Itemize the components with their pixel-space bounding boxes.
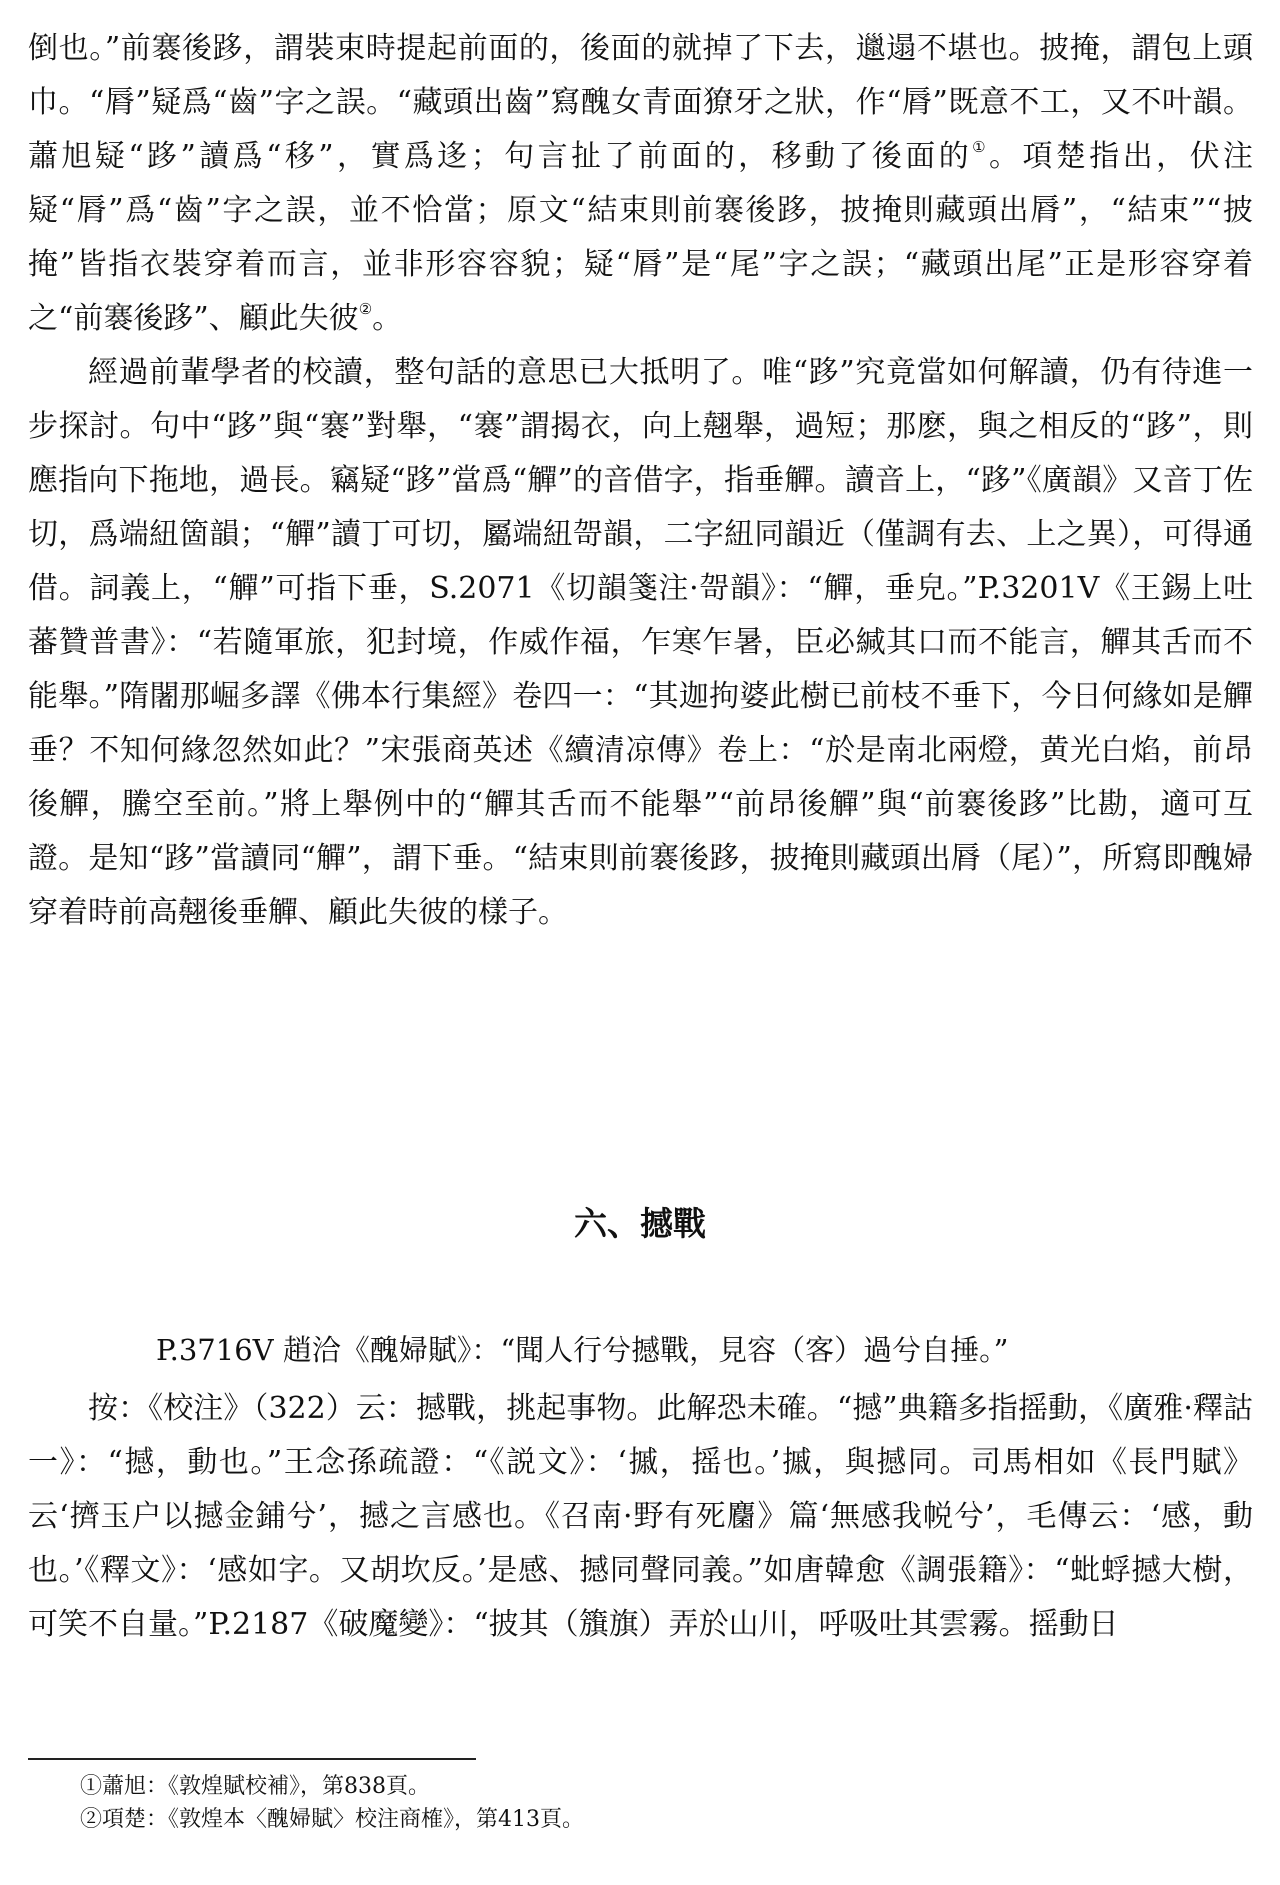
section-title: 六、撼戰 [574,1204,706,1243]
paragraph-1-text-b: 。項楚指出，伏注疑“脣”爲“齒”字之誤，並不恰當；原文“結束則前褰後跢，披掩則藏頭出脣”，“結束”“披掩”皆指衣裝穿着而言，並非形容容貌；疑“脣”是“尾”字之誤；“藏頭出尾”正是形容穿着之“前褰後跢”、顧此失彼 [28,139,1253,336]
footnote-2: ②項楚：《敦煌本〈醜婦賦〉校注商榷》，第413頁。 [80,1807,584,1832]
paragraph-2-text: 經過前輩學者的校讀，整句話的意思已大抵明了。唯“跢”究竟當如何解讀，仍有待進一步探討。句中“跢”與“褰”對舉，“褰”謂揭衣，向上翹舉，過短；那麽，與之相反的“跢”，則應指向下拖地，過長。竊疑“跢”當爲“觶”的音借字，指垂觶。讀音上，“跢”《廣韻》又音丁佐切，爲端紐箇韻；“觶”讀丁可切，屬端紐哿韻，二字紐同韻近（僅調有去、上之異），可得通借。詞義上，“觶”可指下垂，S.2071《切韻箋注·哿韻》：“觶，垂皃。”P.3201V《王錫上吐蕃贊普書》：“若隨軍旅，犯封境，作威作福，乍寒乍暑，臣必緘其口而不能言，觶其舌而不能舉。”隋闍那崛多譯《佛本行集經》卷四一：“其迦拘婆此樹已前枝不垂下，今日何緣如是觶垂？不知何緣忽然如此？”宋張商英述《續清凉傳》卷上：“於是南北兩燈，黄光白焰，前昂後觶，騰空至前。”將上舉例中的“觶其舌而不能舉”“前昂後觶”與“前褰後跢”比勘，適可互證。是知“跢”當讀同“觶”，謂下垂。“結束則前褰後跢，披掩則藏頭出脣（尾）”，所寫即醜婦穿着時前高翹後垂觶、顧此失彼的樣子。 [28,355,1253,930]
paragraph-1-text-a: 倒也。”前褰後跢，謂裝束時提起前面的，後面的就掉了下去，邋遢不堪也。披掩，謂包上頭巾。“脣”疑爲“齒”字之誤。“藏頭出齒”寫醜女青面獠牙之狀，作“脣”既意不工，又不叶韻。蕭旭疑“跢”讀爲“移”，實爲迻；句言扯了前面的，移動了後面的 [28,31,1253,174]
source-quote: P.3716V 趙洽《醜婦賦》：“聞人行兮撼戰，見容（客）過兮自捶。” [156,1333,1009,1367]
footnote-ref-2: ② [358,300,373,318]
footnotes [80,1770,584,1836]
paragraph-1-text-c: 。 [372,301,403,336]
footnote-ref-1: ① [972,138,990,156]
paragraph-1 [28,22,1253,346]
footnote-divider [28,1758,476,1760]
footnote-1: ①蕭旭：《敦煌賦校補》，第838頁。 [80,1774,430,1799]
paragraph-2 [28,346,1253,940]
section6-body [28,1322,1253,1652]
section5-body [28,22,1253,940]
paragraph-3: 按：《校注》（322）云：撼戰，挑起事物。此解恐未確。“撼”典籍多指摇動，《廣雅·釋詁一》：“撼，動也。”王念孫疏證：“《説文》：‘摵，摇也。’摵，與撼同。司馬相如《長門賦》云‘擠玉户以撼金鋪兮’，撼之言感也。《召南·野有死麕》篇‘無感我帨兮’，毛傳云：‘感，動也。’《釋文》：‘感如字。又胡坎反。’是感、撼同聲同義。”如唐韓愈《調張籍》：“蚍蜉撼大樹，可笑不自量。”P.2187《破魔變》：“披其（籏旗）弄於山川，呼吸吐其雲霧。摇動日 [28,1391,1253,1642]
